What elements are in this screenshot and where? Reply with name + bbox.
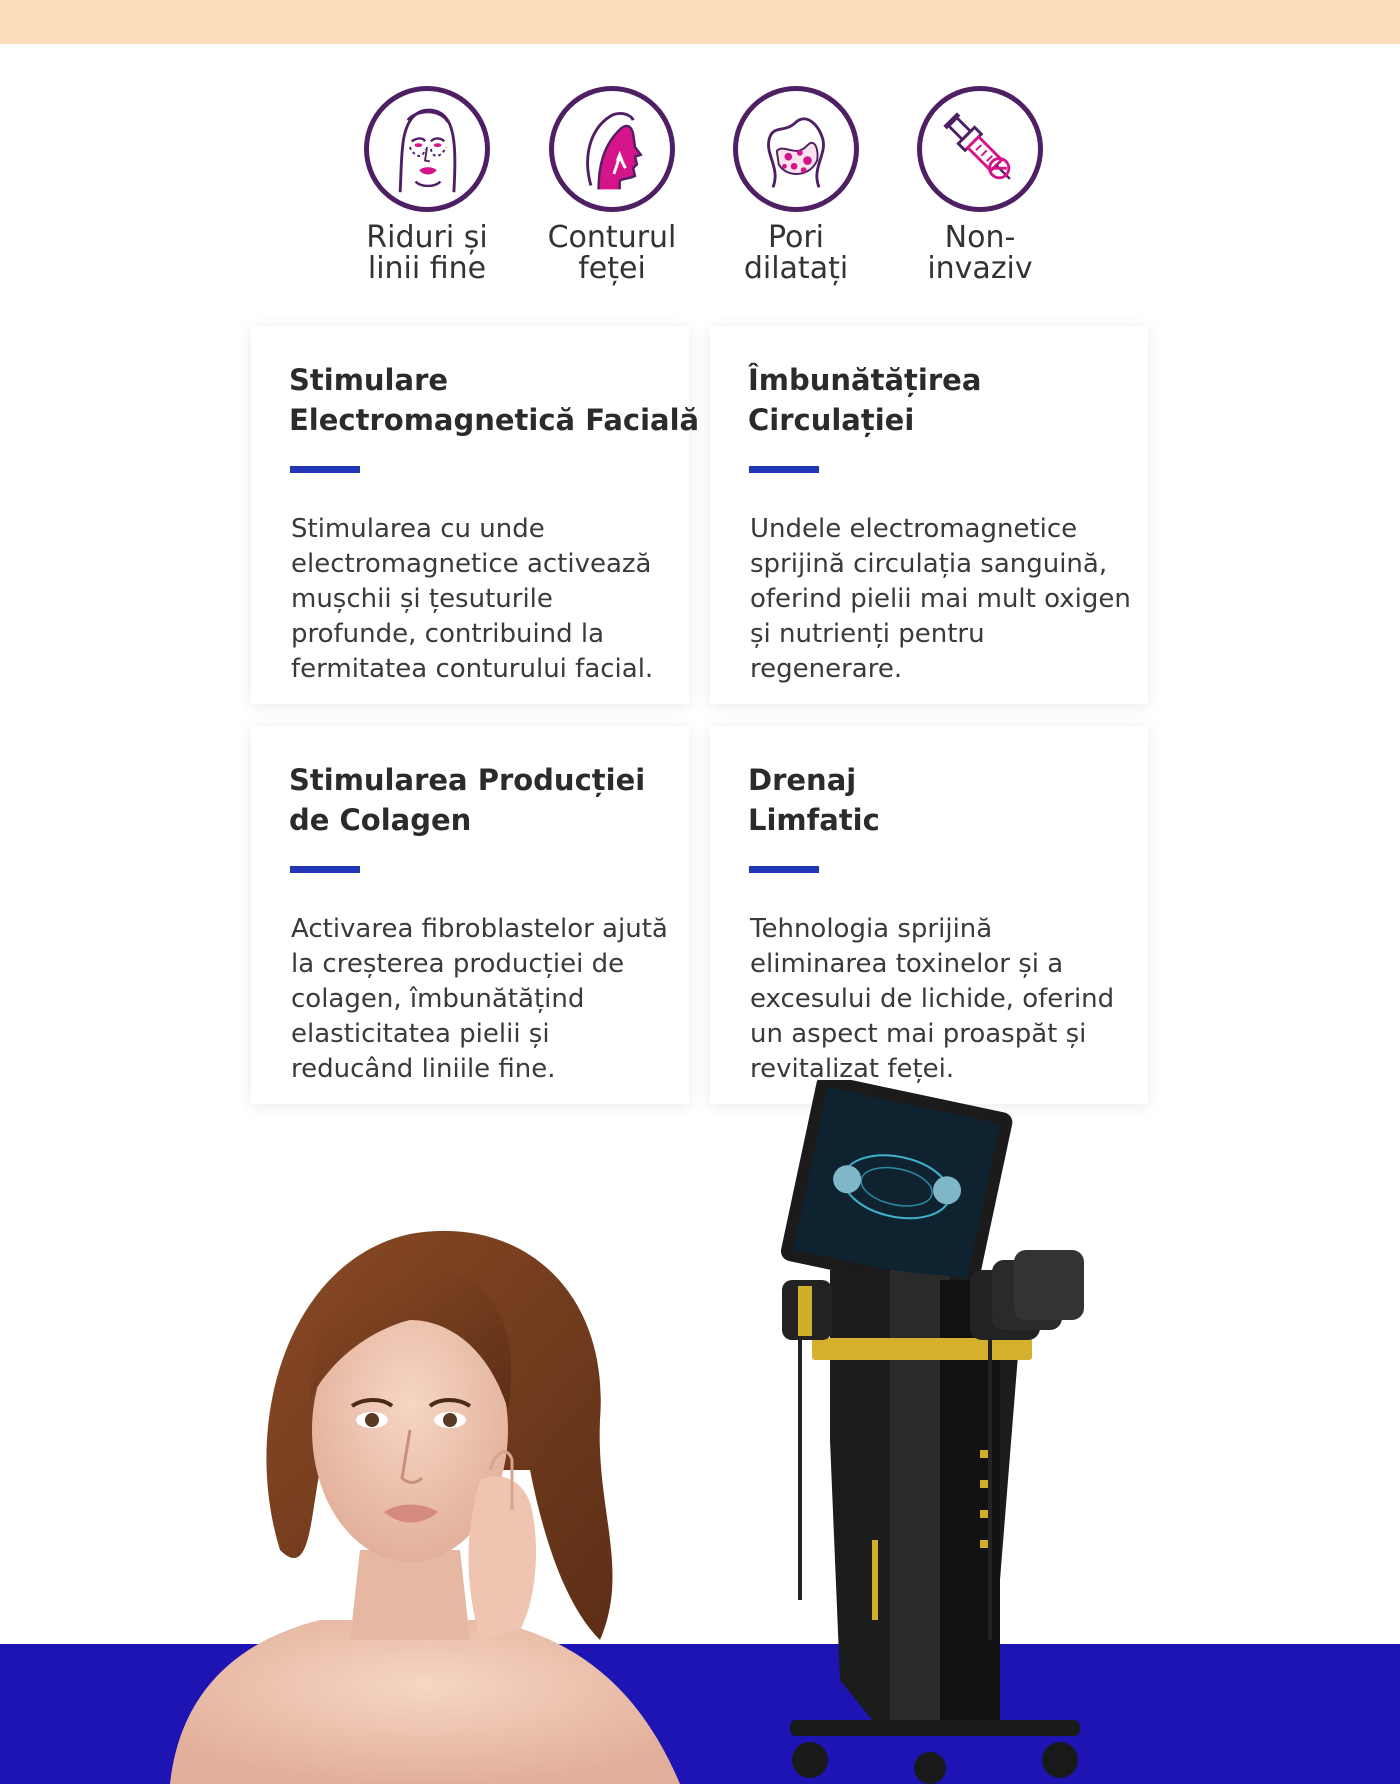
benefit-label-line1: Conturul — [547, 220, 677, 255]
card-title: Drenaj Limfatic — [748, 763, 880, 837]
top-banner-band — [0, 0, 1400, 44]
benefits-icon-row — [0, 86, 1400, 296]
feature-card-facial-stimulation — [251, 326, 700, 704]
benefit-label-line1: Pori — [767, 220, 825, 255]
face-contour-icon — [564, 101, 660, 197]
feature-card-lymphatic-drainage — [710, 726, 1148, 1104]
card-description: Activarea fibroblastelor ajută la creșterea producției de colagen, îmbunătățind elasticitatea pielii și reducând liniile fine. — [291, 914, 668, 1084]
feature-card-collagen — [251, 726, 689, 1104]
benefit-wrinkles — [342, 86, 512, 284]
card-accent-bar — [749, 466, 819, 473]
woman-portrait-image — [160, 1220, 720, 1784]
card-title: Stimulare Electromagnetică Facială — [289, 363, 700, 437]
benefit-contour — [527, 86, 697, 284]
face-wrinkles-icon — [379, 101, 475, 197]
card-description: Undele electromagnetice sprijină circulația sanguină, oferind pielii mai mult oxigen și nutrienți pentru regenerare. — [750, 514, 1131, 684]
card-accent-bar — [749, 866, 819, 873]
benefit-label-line1: Riduri și — [366, 220, 488, 255]
feature-card-circulation — [710, 326, 1148, 704]
benefit-label-line2: linii fine — [367, 251, 487, 286]
emslim-device-image — [740, 1080, 1120, 1784]
card-title: Îmbunătățirea Circulației — [748, 363, 982, 437]
card-description: Stimularea cu unde electromagnetice activează mușchii și țesuturile profunde, contribuind la fermitatea conturului facial. — [291, 514, 654, 684]
benefit-label-line2: dilatați — [743, 251, 849, 286]
card-description: Tehnologia sprijină eliminarea toxinelor și a excesului de lichide, oferind un aspect mai proaspăt și revitalizat feței. — [750, 914, 1115, 1084]
card-title: Stimularea Producției de Colagen — [289, 763, 646, 837]
benefit-label-line2: invaziv — [927, 251, 1033, 286]
card-accent-bar — [290, 466, 360, 473]
dilated-pores-icon — [748, 101, 844, 197]
syringe-crossed-icon — [932, 101, 1028, 197]
benefit-pores — [711, 86, 881, 284]
benefit-label-line2: feței — [578, 251, 646, 286]
card-accent-bar — [290, 866, 360, 873]
benefit-label-line1: Non- — [944, 220, 1016, 255]
benefit-non-invasive — [895, 86, 1065, 284]
